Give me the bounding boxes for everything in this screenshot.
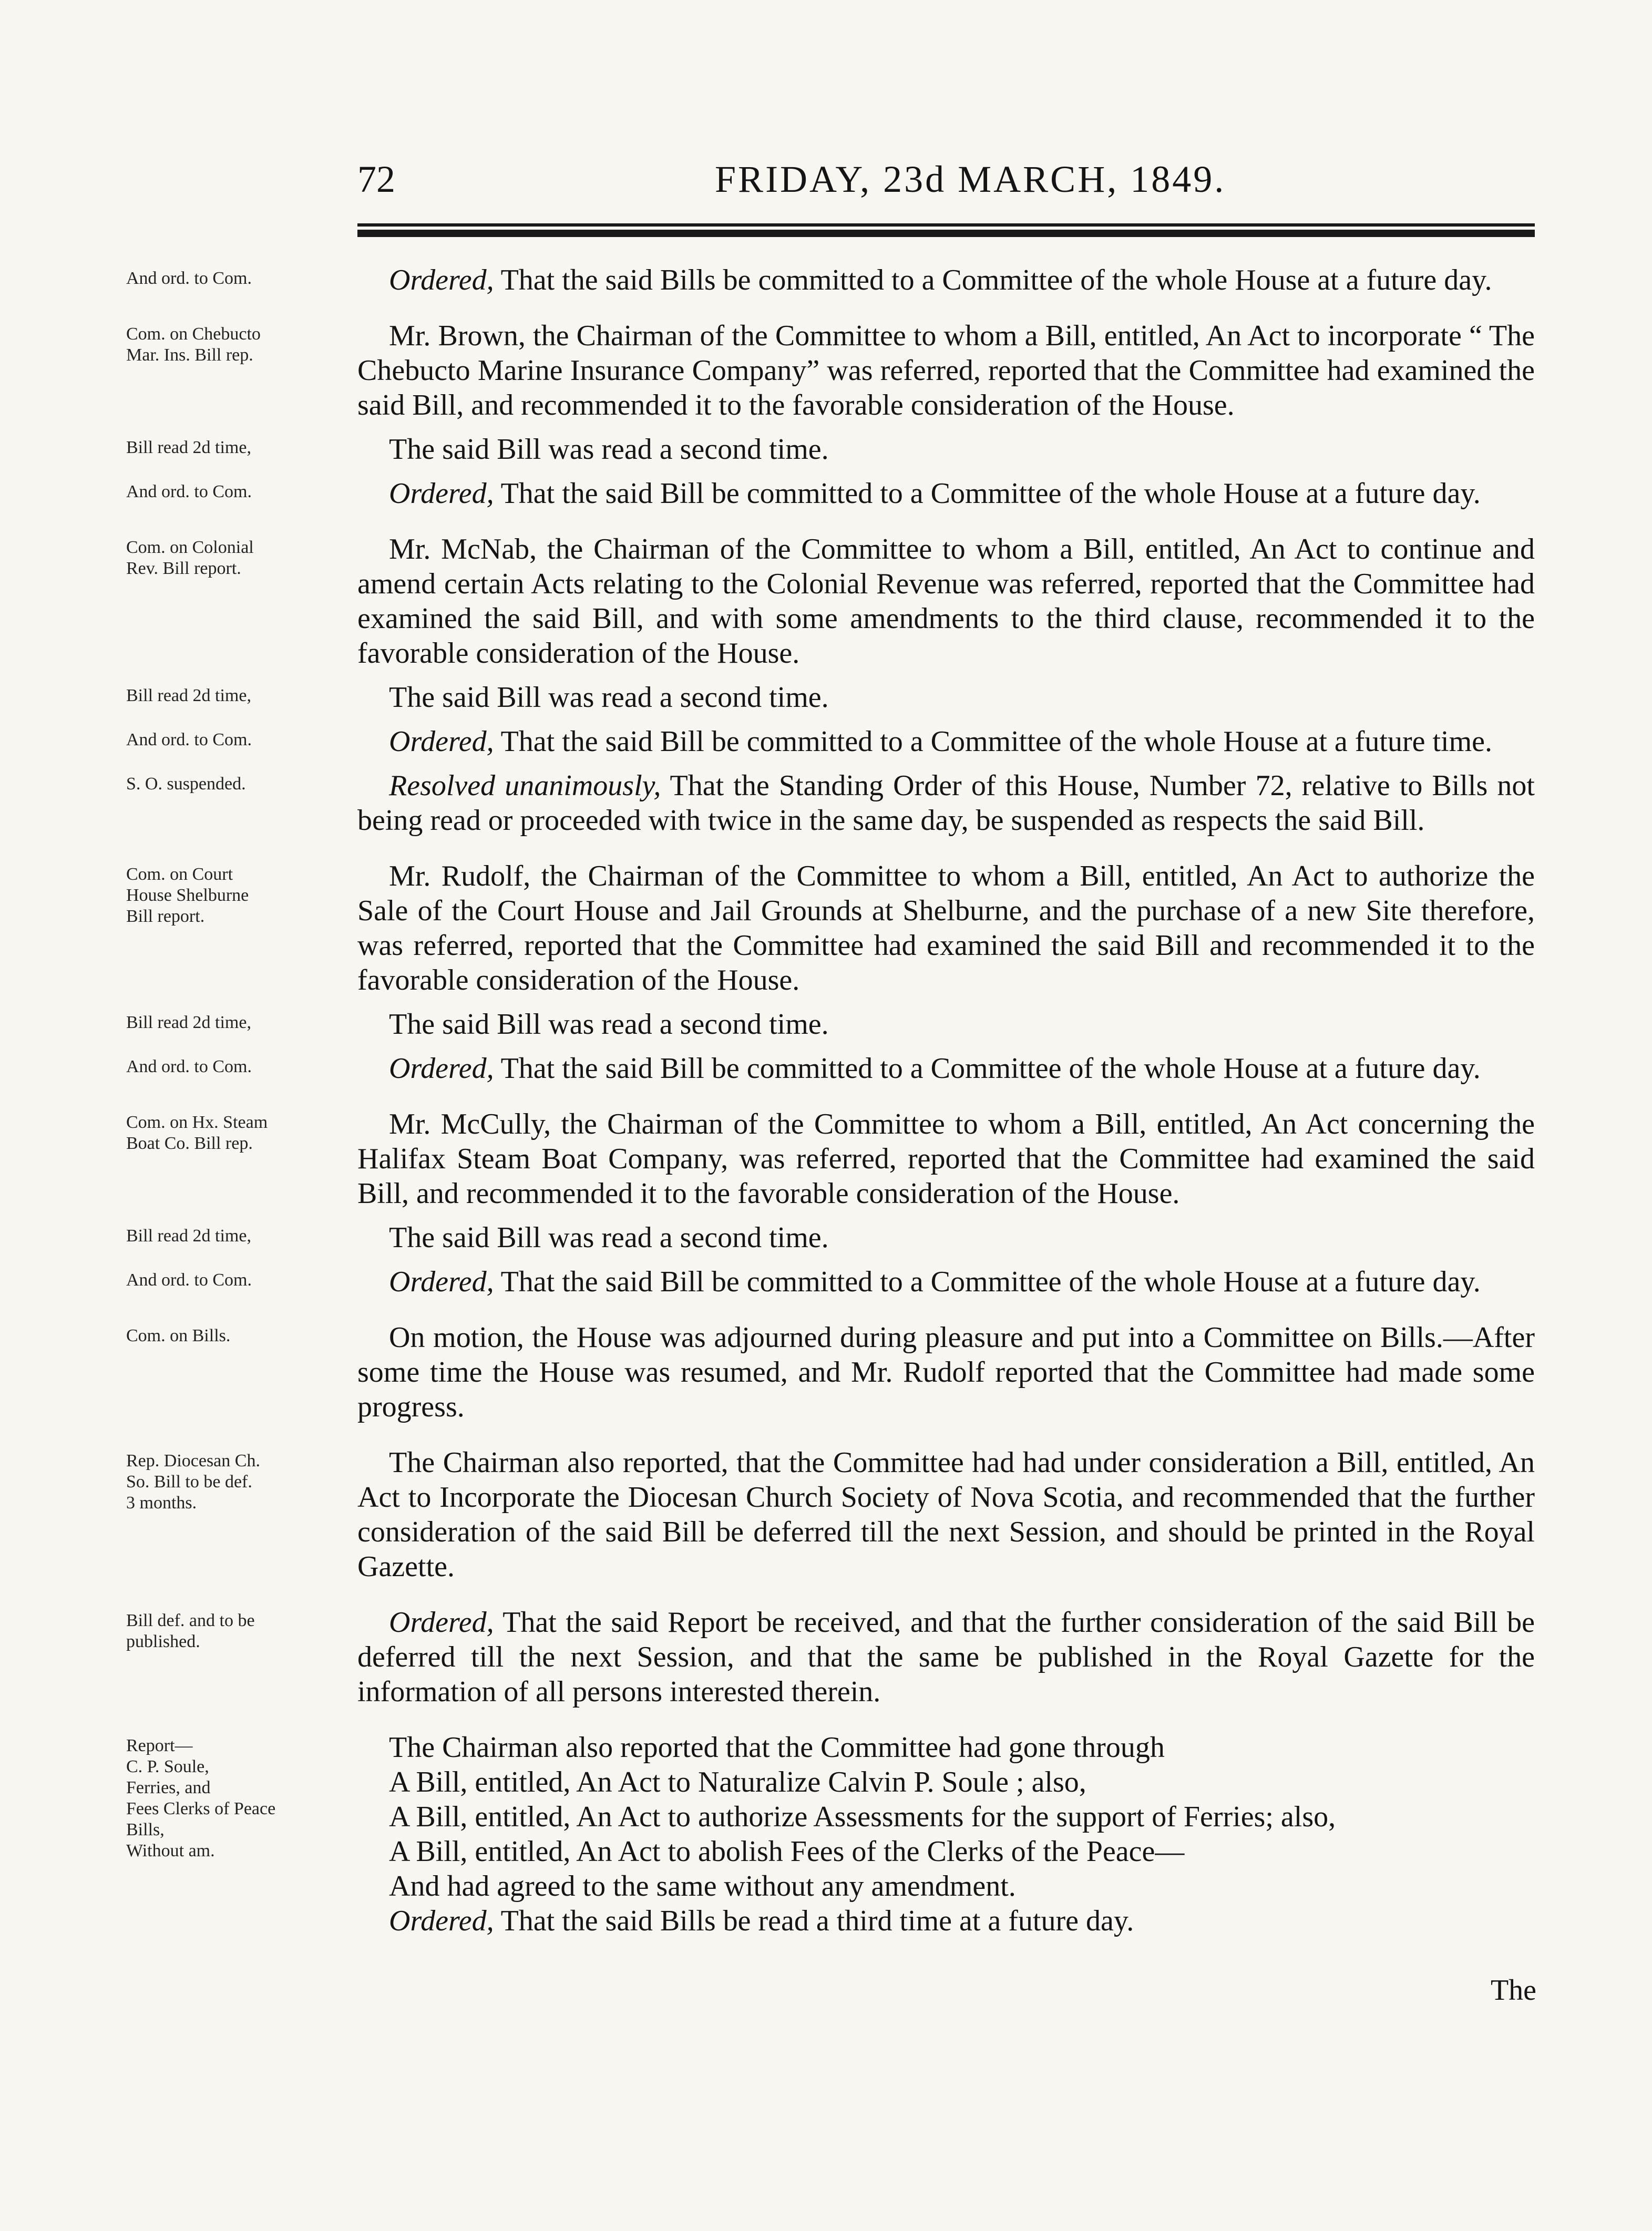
margin-note: S. O. suspended. bbox=[126, 774, 246, 794]
journal-entry bbox=[0, 432, 1652, 467]
journal-body bbox=[0, 263, 1652, 1948]
catchword: The bbox=[1490, 1974, 1536, 2007]
margin-note: Com. on Hx. Steam Boat Co. Bill rep. bbox=[126, 1113, 268, 1153]
journal-entry bbox=[0, 263, 1652, 297]
entry-lead: Ordered, bbox=[389, 1905, 494, 1937]
entry-body: That the Standing Order of this House, Number 72, relative to Bills not being read or proceeded with twice in the same day, be suspended as respects the said Bill. bbox=[357, 769, 1535, 837]
entry-text bbox=[357, 1051, 1535, 1086]
entry-text bbox=[357, 263, 1535, 297]
margin-note: Bill read 2d time, bbox=[126, 438, 251, 457]
entry-body: The said Bill was read a second time. bbox=[389, 433, 829, 466]
entry-text bbox=[357, 1320, 1535, 1424]
bill-line: A Bill, entitled, An Act to authorize Assessments for the support of Ferries; also, bbox=[389, 1801, 1336, 1833]
entry-lead: Ordered, bbox=[389, 264, 494, 296]
entry-body: Mr. McCully, the Chairman of the Committee to whom a Bill, entitled, An Act concerning the Halifax Steam Boat Company, was referred, reported that the Committee had examined the said Bill, and recommended it to the favorable consideration of the House. bbox=[357, 1108, 1535, 1210]
margin-note: And ord. to Com. bbox=[126, 482, 252, 501]
page-title: FRIDAY, 23d MARCH, 1849. bbox=[715, 158, 1226, 200]
entry-body: On motion, the House was adjourned during pleasure and put into a Committee on Bills.—After some time the House was resumed, and Mr. Rudolf reported that the Committee had made some progress. bbox=[357, 1321, 1535, 1423]
journal-entry bbox=[0, 680, 1652, 715]
margin-note: Rep. Diocesan Ch. So. Bill to be def. 3 months. bbox=[126, 1451, 260, 1513]
entry-body: The said Bill was read a second time. bbox=[389, 1008, 829, 1041]
journal-entry bbox=[0, 1051, 1652, 1086]
entry-text bbox=[357, 318, 1535, 423]
journal-entry bbox=[0, 1220, 1652, 1255]
entry-body: Mr. Brown, the Chairman of the Committee to whom a Bill, entitled, An Act to incorporate “ The Chebucto Marine Insurance Company” was referred, reported that the Committee had examined the said Bill, and recommended it to the favorable consideration of the House. bbox=[357, 320, 1535, 421]
entry-text bbox=[357, 1007, 1535, 1042]
journal-entry bbox=[0, 1007, 1652, 1042]
header-rule bbox=[357, 223, 1535, 237]
entry-lead: Resolved unanimously, bbox=[389, 769, 661, 802]
entry-lead: Ordered, bbox=[389, 1052, 494, 1085]
margin-note: Bill read 2d time, bbox=[126, 1226, 251, 1246]
bill-line: A Bill, entitled, An Act to Naturalize Calvin P. Soule ; also, bbox=[389, 1766, 1086, 1798]
journal-entry bbox=[0, 476, 1652, 511]
entry-lead: Ordered, bbox=[389, 477, 494, 510]
entry-text bbox=[357, 1605, 1535, 1709]
margin-note: And ord. to Com. bbox=[126, 1270, 252, 1290]
margin-note: Com. on Colonial Rev. Bill report. bbox=[126, 538, 254, 578]
entry-lead: Ordered, bbox=[389, 725, 494, 758]
journal-entry bbox=[0, 859, 1652, 998]
entry-lead: Ordered, bbox=[389, 1606, 494, 1639]
entry-body: The said Bill was read a second time. bbox=[389, 1221, 829, 1254]
entry-text bbox=[357, 476, 1535, 511]
entry-body: That the said Report be received, and that the further consideration of the said Bill be deferred till the next Session, and that the same be published in the Royal Gazette for the information of all persons interested therein. bbox=[357, 1606, 1535, 1708]
journal-entry bbox=[0, 724, 1652, 759]
entry-text bbox=[357, 680, 1535, 715]
journal-entry bbox=[0, 768, 1652, 838]
entry-text bbox=[357, 1220, 1535, 1255]
page-number: 72 bbox=[357, 158, 395, 200]
entry-text bbox=[357, 532, 1535, 671]
margin-note: Bill def. and to be published. bbox=[126, 1611, 255, 1651]
margin-note: Bill read 2d time, bbox=[126, 1013, 251, 1032]
journal-entry bbox=[0, 1107, 1652, 1211]
entry-body: That the said Bill be committed to a Committee of the whole House at a future day. bbox=[494, 477, 1481, 510]
entry-body: That the said Bill be committed to a Committee of the whole House at a future time. bbox=[494, 725, 1492, 758]
entry-text bbox=[357, 724, 1535, 759]
entry-text bbox=[357, 1445, 1535, 1584]
closing-line: And had agreed to the same without any amendment. bbox=[389, 1870, 1016, 1903]
margin-note: Report— C. P. Soule, Ferries, and Fees Clerks of Peace Bills, Without am. bbox=[126, 1736, 276, 1860]
entry-body: Mr. Rudolf, the Chairman of the Committee to whom a Bill, entitled, An Act to authorize the Sale of the Court House and Jail Grounds at Shelburne, and the purchase of a new Site therefore, was referred, reported that the Committee had examined the said Bill and recommended it to the favorable consideration of the House. bbox=[357, 860, 1535, 996]
journal-entry bbox=[0, 1605, 1652, 1709]
entry-lead: Ordered, bbox=[389, 1266, 494, 1298]
entry-text bbox=[357, 1107, 1535, 1211]
margin-note: Com. on Chebucto Mar. Ins. Bill rep. bbox=[126, 324, 261, 365]
margin-note: And ord. to Com. bbox=[126, 269, 252, 288]
entry-text bbox=[357, 859, 1535, 998]
ordered-line bbox=[389, 1904, 1652, 1938]
entry-body: That the said Bills be read a third time at a future day. bbox=[494, 1905, 1134, 1937]
margin-note: Com. on Bills. bbox=[126, 1326, 231, 1345]
margin-note: And ord. to Com. bbox=[126, 730, 252, 749]
entry-body: That the said Bills be committed to a Committee of the whole House at a future day. bbox=[494, 264, 1492, 296]
entry-text: The Chairman also reported that the Committee had gone through bbox=[389, 1731, 1165, 1764]
entry-body: That the said Bill be committed to a Committee of the whole House at a future day. bbox=[494, 1266, 1481, 1298]
entry-body: The Chairman also reported, that the Committee had had under consideration a Bill, entitled, An Act to Incorporate the Diocesan Church Society of Nova Scotia, and recommended that the further consideration of the said Bill be deferred till the next Session, and should be printed in the Royal Gazette. bbox=[357, 1446, 1535, 1583]
journal-entry bbox=[0, 1320, 1652, 1424]
margin-note: Bill read 2d time, bbox=[126, 686, 251, 705]
entry-text bbox=[357, 432, 1535, 467]
journal-entry bbox=[0, 1264, 1652, 1299]
page-header bbox=[357, 158, 1535, 215]
final-report-entry bbox=[0, 1730, 1652, 1938]
bill-line: A Bill, entitled, An Act to abolish Fees of the Clerks of the Peace— bbox=[389, 1835, 1185, 1868]
journal-entry bbox=[0, 532, 1652, 671]
entry-text bbox=[357, 768, 1535, 838]
margin-note: And ord. to Com. bbox=[126, 1057, 252, 1076]
entry-body: The said Bill was read a second time. bbox=[389, 681, 829, 714]
journal-entry bbox=[0, 1445, 1652, 1584]
entry-text bbox=[357, 1264, 1535, 1299]
journal-entry bbox=[0, 318, 1652, 423]
entry-body: Mr. McNab, the Chairman of the Committee to whom a Bill, entitled, An Act to continue and amend certain Acts relating to the Colonial Revenue was referred, reported that the Committee had examined the said Bill, and with some amendments to the third clause, recommended it to the favorable consideration of the House. bbox=[357, 533, 1535, 670]
margin-note: Com. on Court House Shelburne Bill report. bbox=[126, 865, 249, 926]
entry-body: That the said Bill be committed to a Committee of the whole House at a future day. bbox=[494, 1052, 1481, 1085]
